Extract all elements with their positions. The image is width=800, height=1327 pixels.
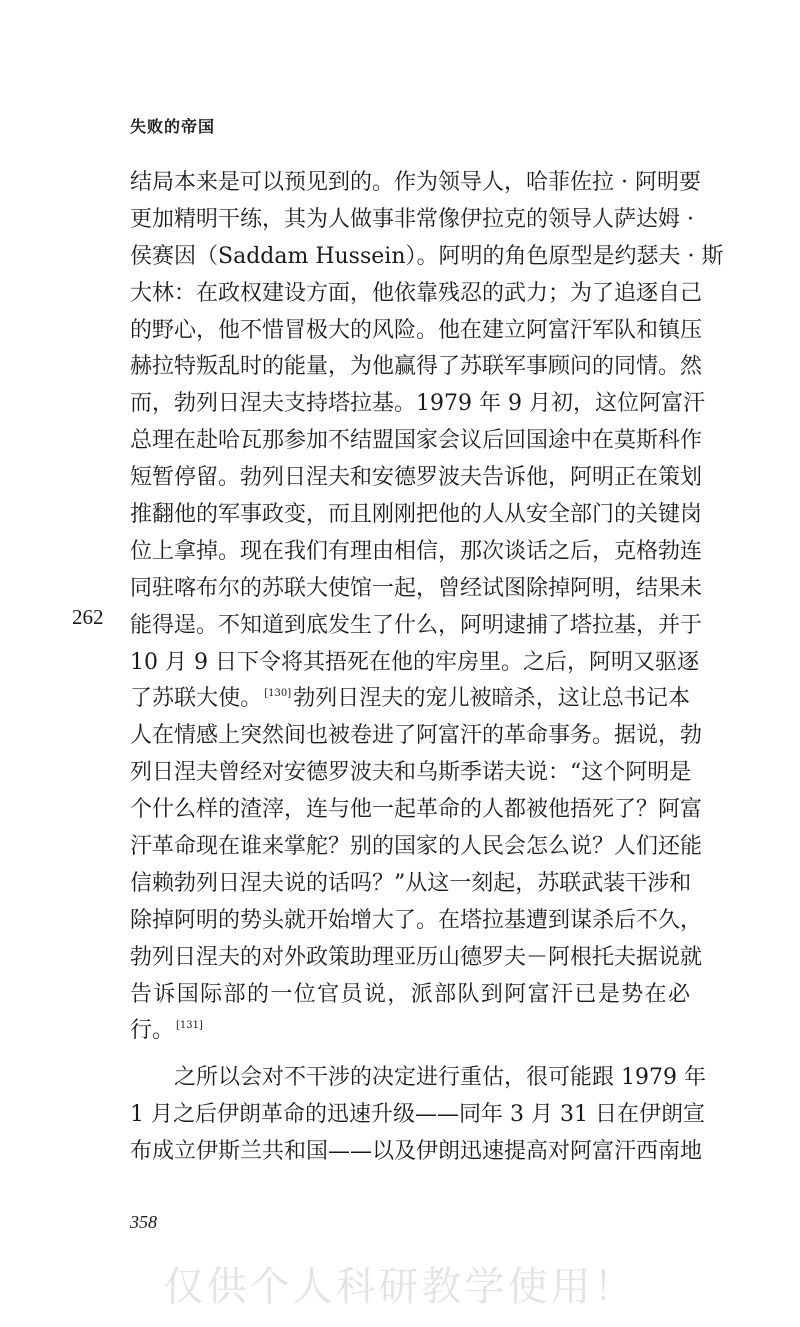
line-text: 10 月 9 日下令将其捂死在他的牢房里。之后，阿明又驱逐 <box>130 649 699 675</box>
text-line <box>130 755 690 792</box>
line-text: 除掉阿明的势头就开始增大了。在塔拉基遭到谋杀后不久， <box>130 907 703 933</box>
line-text: 能得逞。不知道到底发生了什么，阿明逮捕了塔拉基，并于 <box>130 612 703 638</box>
line-text: 结局本来是可以预见到的。作为领导人，哈菲佐拉 · 阿明要 <box>130 170 701 195</box>
text-line <box>130 1134 703 1171</box>
watermark: 仅供个人科研教学使用！ <box>163 1264 637 1310</box>
text-line <box>130 202 694 239</box>
line-text: 告诉国际部的一位官员说，派部队到阿富汗已是势在必 <box>130 981 690 1007</box>
text-line <box>130 423 703 460</box>
text-line <box>130 792 703 829</box>
line-text: 行。 <box>130 1018 175 1044</box>
line-text: 列日涅夫曾经对安德罗波夫和乌斯季诺夫说：“这个阿明是 <box>130 760 692 786</box>
text-line <box>130 276 703 313</box>
line-text: 布成立伊斯兰共和国——以及伊朗迅速提高对阿富汗西南地 <box>130 1139 703 1165</box>
text-line <box>130 1060 706 1097</box>
body-text <box>130 165 724 1171</box>
line-text: 1 月之后伊朗革命的迅速升级——同年 3 月 31 日在伊朗宣 <box>130 1102 705 1128</box>
line-text: 赫拉特叛乱时的能量，为他赢得了苏联军事顾问的同情。然 <box>130 354 703 380</box>
text-line <box>130 313 703 350</box>
line-text: 总理在赴哈瓦那参加不结盟国家会议后回国途中在莫斯科作 <box>130 428 703 454</box>
line-text: 更加精明干练，其为人做事非常像伊拉克的领导人萨达姆 · <box>130 206 694 232</box>
footnote-reference: [130] <box>264 688 292 700</box>
text-line <box>130 940 703 977</box>
text-line <box>130 349 703 386</box>
text-line <box>130 534 703 571</box>
line-text: 人在情感上突然间也被卷进了阿富汗的革命事务。据说，勃 <box>130 723 703 749</box>
line-text: 而，勃列日涅夫支持塔拉基。1979 年 9 月初，这位阿富汗 <box>130 391 705 417</box>
text-line <box>130 903 703 940</box>
text-line <box>130 645 699 682</box>
line-text: 推翻他的军事政变，而且刚刚把他的人从安全部门的关键岗 <box>130 502 703 528</box>
line-text: 的野心，他不惜冒极大的风险。他在建立阿富汗军队和镇压 <box>130 317 703 343</box>
text-line <box>130 497 703 534</box>
text-line <box>130 571 703 608</box>
text-line <box>130 1013 690 1050</box>
text-line <box>130 681 690 718</box>
margin-page-reference: 262 <box>72 605 104 629</box>
line-text: 汗革命现在谁来掌舵？别的国家的人民会怎么说？人们还能 <box>130 834 703 860</box>
line-text: 短暂停留。勃列日涅夫和安德罗波夫告诉他，阿明正在策划 <box>130 465 703 491</box>
line-text: 之所以会对不干涉的决定进行重估，很可能跟 1979 年 <box>174 1065 706 1091</box>
text-line <box>130 829 703 866</box>
page-number: 358 <box>130 1212 157 1232</box>
text-line <box>130 1097 705 1134</box>
line-text: 大林：在政权建设方面，他依靠残忍的武力；为了追逐自己 <box>130 280 703 306</box>
text-line <box>130 866 690 903</box>
text-line <box>130 608 703 645</box>
footnote-reference: [131] <box>176 1020 203 1032</box>
line-text-continued: 勃列日涅夫的宠儿被暗杀，这让总书记本 <box>293 686 690 712</box>
line-text: 勃列日涅夫的对外政策助理亚历山德罗夫－阿根托夫据说就 <box>130 944 703 970</box>
text-line <box>130 386 705 423</box>
text-line <box>130 165 701 202</box>
line-text: 信赖勃列日涅夫说的话吗？”从这一刻起，苏联武装干涉和 <box>130 870 692 896</box>
line-text: 个什么样的渣滓，连与他一起革命的人都被他捂死了？阿富 <box>130 797 703 823</box>
running-head-title: 失败的帝国 <box>130 117 216 136</box>
text-line <box>130 718 703 755</box>
line-text: 了苏联大使。 <box>130 686 263 712</box>
text-line <box>130 460 703 497</box>
line-text: 同驻喀布尔的苏联大使馆一起，曾经试图除掉阿明，结果未 <box>130 575 703 601</box>
text-line <box>130 239 724 276</box>
line-text: 侯赛因（Saddam Hussein）。阿明的角色原型是约瑟夫 · 斯 <box>130 243 724 269</box>
paragraph-gap <box>130 1050 690 1060</box>
line-text: 位上拿掉。现在我们有理由相信，那次谈话之后，克格勃连 <box>130 538 703 564</box>
text-line <box>130 977 690 1014</box>
